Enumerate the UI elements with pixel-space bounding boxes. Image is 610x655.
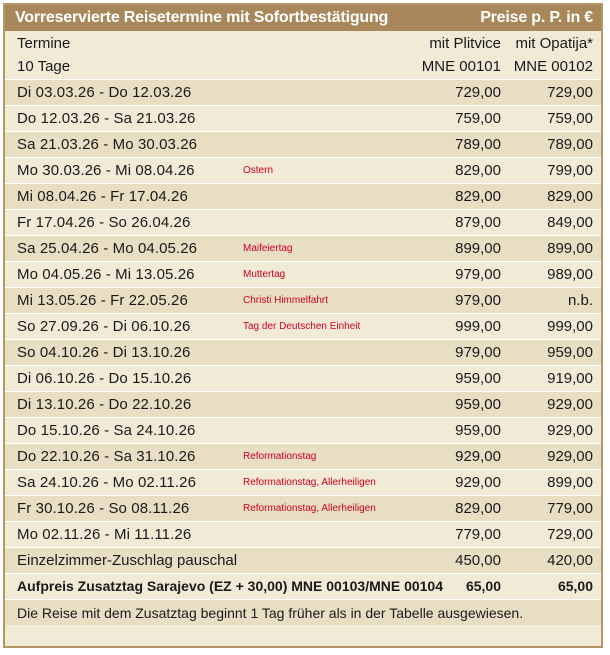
price-opatija: 789,00 xyxy=(547,136,593,153)
travel-dates: So 27.09.26 - Di 06.10.26 xyxy=(17,318,191,335)
termine-label: Termine xyxy=(17,35,71,52)
date-rows xyxy=(5,79,601,547)
table-row xyxy=(5,235,601,261)
price-opatija: 829,00 xyxy=(547,188,593,205)
price-opatija: 779,00 xyxy=(547,500,593,517)
extra-day-label: Aufpreis Zusatztag Sarajevo (EZ + 30,00) MNE 00103/MNE 00104 xyxy=(17,578,444,594)
table-row xyxy=(5,261,601,287)
price-plitvice: 999,00 xyxy=(455,318,501,335)
travel-dates: Fr 17.04.26 - So 26.04.26 xyxy=(17,214,191,231)
price-opatija: 899,00 xyxy=(547,474,593,491)
price-plitvice: 929,00 xyxy=(455,474,501,491)
price-opatija: 929,00 xyxy=(547,396,593,413)
holiday-note: Tag der Deutschen Einheit xyxy=(243,321,361,332)
travel-dates: Sa 25.04.26 - Mo 04.05.26 xyxy=(17,240,198,257)
table-row xyxy=(5,183,601,209)
price-plitvice: 959,00 xyxy=(455,370,501,387)
travel-dates: Do 12.03.26 - Sa 21.03.26 xyxy=(17,110,196,127)
price-opatija: 999,00 xyxy=(547,318,593,335)
single-room-price-plitvice: 450,00 xyxy=(455,552,501,569)
single-room-price-opatija: 420,00 xyxy=(547,552,593,569)
price-plitvice: 979,00 xyxy=(455,344,501,361)
price-plitvice: 829,00 xyxy=(455,500,501,517)
price-opatija: 729,00 xyxy=(547,84,593,101)
table-row xyxy=(5,469,601,495)
footnote-row xyxy=(5,599,601,625)
col2-label: mit Opatija* xyxy=(515,35,593,52)
price-plitvice: 829,00 xyxy=(455,162,501,179)
travel-dates: Fr 30.10.26 - So 08.11.26 xyxy=(17,500,190,517)
holiday-note: Reformationstag xyxy=(243,451,317,462)
price-plitvice: 729,00 xyxy=(455,84,501,101)
price-note: Preise p. P. in € xyxy=(480,9,593,26)
price-plitvice: 959,00 xyxy=(455,396,501,413)
footnote: Die Reise mit dem Zusatztag beginnt 1 Tag früher als in der Tabelle ausgewiesen. xyxy=(17,605,524,621)
travel-dates: Mi 08.04.26 - Fr 17.04.26 xyxy=(17,188,188,205)
table-row xyxy=(5,157,601,183)
table-row xyxy=(5,365,601,391)
price-plitvice: 979,00 xyxy=(455,266,501,283)
price-plitvice: 829,00 xyxy=(455,188,501,205)
price-opatija: 799,00 xyxy=(547,162,593,179)
price-plitvice: 879,00 xyxy=(455,214,501,231)
single-room-row xyxy=(5,547,601,573)
col2-code: MNE 00102 xyxy=(513,58,593,75)
duration-label: 10 Tage xyxy=(17,58,71,75)
price-opatija: n.b. xyxy=(567,292,593,309)
price-opatija: 929,00 xyxy=(547,448,593,465)
table-row xyxy=(5,79,601,105)
table-row xyxy=(5,313,601,339)
table-row xyxy=(5,131,601,157)
extra-day-price-opatija: 65,00 xyxy=(557,578,593,594)
price-plitvice: 959,00 xyxy=(455,422,501,439)
holiday-note: Ostern xyxy=(243,165,274,176)
table-title: Vorreservierte Reisetermine mit Sofortbestätigung xyxy=(15,9,389,26)
table-row xyxy=(5,339,601,365)
table-row xyxy=(5,209,601,235)
table-row xyxy=(5,105,601,131)
price-opatija: 929,00 xyxy=(547,422,593,439)
travel-dates: Di 03.03.26 - Do 12.03.26 xyxy=(17,84,192,101)
price-opatija: 919,00 xyxy=(547,370,593,387)
price-opatija: 849,00 xyxy=(547,214,593,231)
price-opatija: 759,00 xyxy=(547,110,593,127)
travel-dates: Sa 24.10.26 - Mo 02.11.26 xyxy=(17,474,197,491)
table-row xyxy=(5,287,601,313)
extra-day-row xyxy=(5,573,601,599)
table-row xyxy=(5,521,601,547)
travel-dates: Di 06.10.26 - Do 15.10.26 xyxy=(17,370,192,387)
travel-dates: Do 15.10.26 - Sa 24.10.26 xyxy=(17,422,196,439)
holiday-note: Reformationstag, Allerheiligen xyxy=(243,503,376,514)
extra-day-price-plitvice: 65,00 xyxy=(465,578,501,594)
price-plitvice: 929,00 xyxy=(455,448,501,465)
travel-dates: Do 22.10.26 - Sa 31.10.26 xyxy=(17,448,196,465)
travel-dates: So 04.10.26 - Di 13.10.26 xyxy=(17,344,191,361)
price-plitvice: 759,00 xyxy=(455,110,501,127)
travel-dates: Mi 13.05.26 - Fr 22.05.26 xyxy=(17,292,188,309)
price-opatija: 729,00 xyxy=(547,526,593,543)
travel-dates: Mo 04.05.26 - Mi 13.05.26 xyxy=(17,266,195,283)
holiday-note: Maifeiertag xyxy=(243,243,293,254)
table-row xyxy=(5,391,601,417)
table-row xyxy=(5,495,601,521)
travel-dates: Mo 02.11.26 - Mi 11.11.26 xyxy=(17,526,192,543)
holiday-note: Muttertag xyxy=(243,269,286,280)
table-title-bar xyxy=(5,5,601,31)
travel-dates: Sa 21.03.26 - Mo 30.03.26 xyxy=(17,136,198,153)
column-header xyxy=(5,31,601,79)
price-opatija: 899,00 xyxy=(547,240,593,257)
holiday-note: Christi Himmelfahrt xyxy=(243,295,329,306)
price-plitvice: 789,00 xyxy=(455,136,501,153)
price-plitvice: 979,00 xyxy=(455,292,501,309)
table-row xyxy=(5,417,601,443)
price-opatija: 989,00 xyxy=(547,266,593,283)
price-opatija: 959,00 xyxy=(547,344,593,361)
price-table xyxy=(3,3,603,648)
table-row xyxy=(5,443,601,469)
col1-label: mit Plitvice xyxy=(429,35,501,52)
col1-code: MNE 00101 xyxy=(421,58,501,75)
travel-dates: Mo 30.03.26 - Mi 08.04.26 xyxy=(17,162,195,179)
single-room-label: Einzelzimmer-Zuschlag pauschal xyxy=(17,552,238,569)
holiday-note: Reformationstag, Allerheiligen xyxy=(243,477,376,488)
travel-dates: Di 13.10.26 - Do 22.10.26 xyxy=(17,396,192,413)
price-plitvice: 899,00 xyxy=(455,240,501,257)
price-plitvice: 779,00 xyxy=(455,526,501,543)
